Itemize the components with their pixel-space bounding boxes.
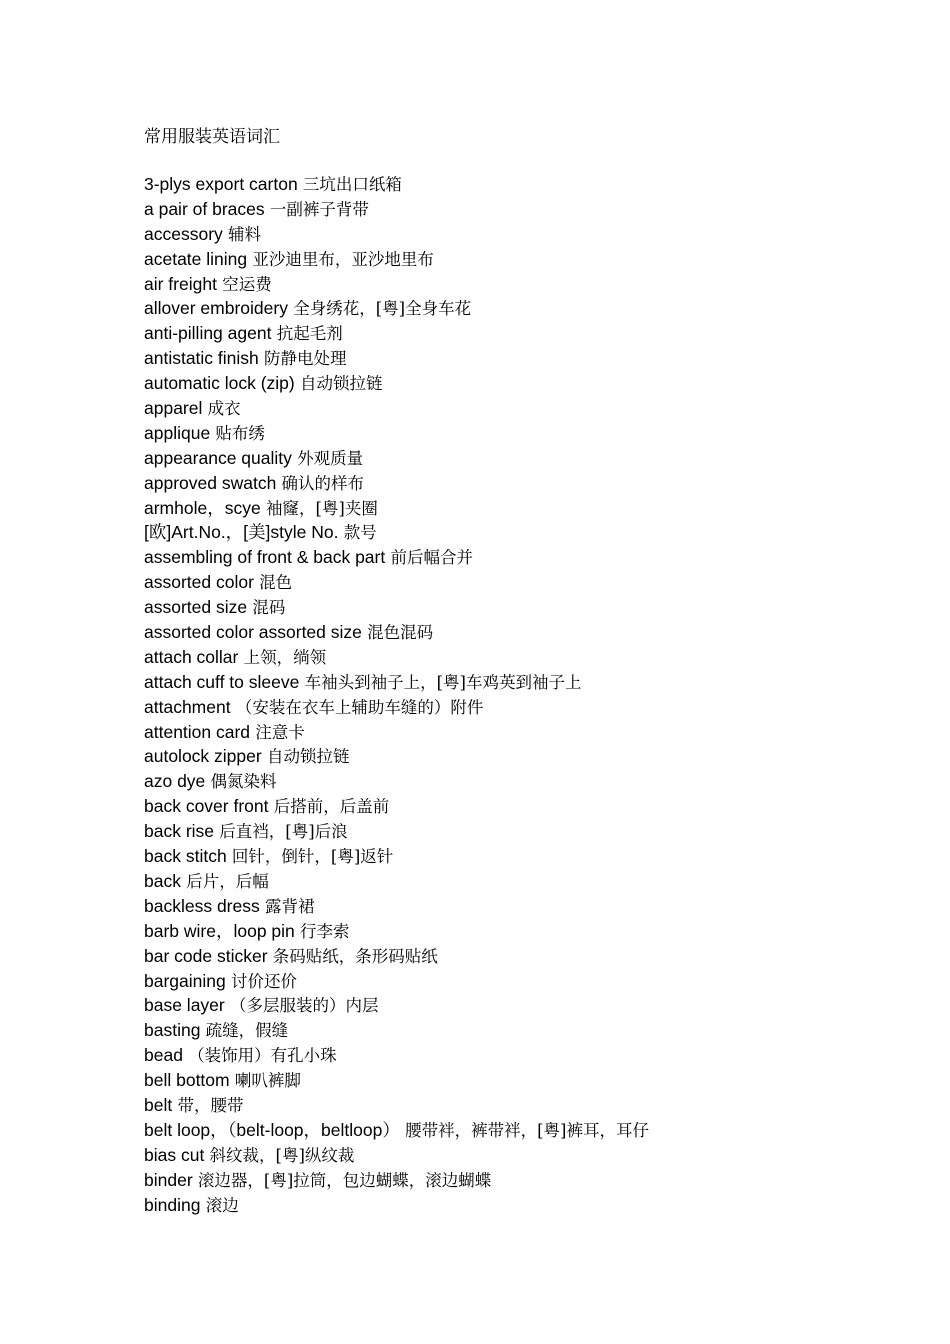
entry-definition: 喇叭裤脚 <box>229 1071 301 1091</box>
entry-term: attachment <box>144 696 231 717</box>
vocabulary-entry <box>144 272 924 297</box>
vocabulary-entry <box>144 172 924 197</box>
entry-definition: 滚边 <box>200 1195 239 1215</box>
entry-definition: （安装在衣车上辅助车缝的）附件 <box>230 697 484 717</box>
entry-term: bargaining <box>144 970 226 991</box>
entry-definition: 回针，倒针，[粤]返针 <box>226 847 394 867</box>
entry-definition: 上领，绱领 <box>238 647 327 667</box>
entry-term: armhole，scye <box>144 497 261 518</box>
entry-term: binding <box>144 1194 201 1215</box>
vocabulary-entry <box>144 1193 924 1218</box>
vocabulary-entry <box>144 570 924 595</box>
entry-term: belt loop，（belt-loop，beltloop） <box>144 1119 400 1140</box>
entry-term: belt <box>144 1094 173 1115</box>
entry-term: air freight <box>144 273 217 294</box>
entry-term: backless dress <box>144 895 260 916</box>
entry-definition: 防静电处理 <box>258 349 347 369</box>
entry-definition: 注意卡 <box>250 722 305 742</box>
entry-term: antistatic finish <box>144 348 259 369</box>
entry-definition: 前后幅合并 <box>385 548 473 568</box>
vocabulary-entry <box>144 944 924 969</box>
vocabulary-entry <box>144 520 924 545</box>
entry-term: [欧]Art.No.，[美]style No. <box>144 522 339 543</box>
vocabulary-entry <box>144 222 924 247</box>
entry-definition: 混色混码 <box>361 623 434 643</box>
vocabulary-list <box>144 172 924 1217</box>
entry-definition: 腰带袢，裤带袢，[粤]裤耳，耳仔 <box>399 1120 649 1140</box>
entry-term: allover embroidery <box>144 298 288 319</box>
entry-definition: 辅料 <box>222 224 262 244</box>
entry-term: back cover front <box>144 796 269 817</box>
vocabulary-entry <box>144 545 924 570</box>
entry-definition: 三坑出口纸箱 <box>297 175 402 194</box>
entry-term: assorted size <box>144 597 248 618</box>
entry-term: appearance quality <box>144 447 292 468</box>
entry-definition: 全身绣花，[粤]全身车花 <box>287 299 472 319</box>
entry-definition: 成衣 <box>202 399 241 419</box>
document-title: 常用服装英语词汇 <box>144 127 280 147</box>
vocabulary-entry <box>144 1143 924 1168</box>
vocabulary-entry <box>144 620 924 645</box>
entry-definition: 讨价还价 <box>225 971 297 991</box>
vocabulary-entry <box>144 1093 924 1118</box>
vocabulary-entry <box>144 894 924 919</box>
entry-definition: 自动锁拉链 <box>294 374 383 394</box>
entry-term: a pair of braces <box>144 198 265 219</box>
entry-definition: 疏缝，假缝 <box>200 1021 289 1041</box>
entry-definition: 空运费 <box>216 274 272 294</box>
entry-term: bar code sticker <box>144 945 268 966</box>
vocabulary-entry <box>144 446 924 471</box>
vocabulary-entry <box>144 396 924 421</box>
vocabulary-entry <box>144 1018 924 1043</box>
vocabulary-entry <box>144 844 924 869</box>
vocabulary-entry <box>144 744 924 769</box>
entry-term: binder <box>144 1169 193 1190</box>
vocabulary-entry <box>144 471 924 496</box>
entry-definition: 一副裤子背带 <box>264 199 369 219</box>
entry-definition: 自动锁拉链 <box>261 747 350 767</box>
vocabulary-entry <box>144 421 924 446</box>
entry-definition: 滚边器，[粤]拉筒，包边蝴蝶，滚边蝴蝶 <box>192 1170 492 1190</box>
vocabulary-entry <box>144 321 924 346</box>
entry-term: accessory <box>144 223 223 244</box>
entry-term: apparel <box>144 398 203 419</box>
vocabulary-entry <box>144 1168 924 1193</box>
entry-term: anti-pilling agent <box>144 323 272 344</box>
vocabulary-entry <box>144 993 924 1018</box>
vocabulary-entry <box>144 296 924 321</box>
entry-definition: 后直裆，[粤]后浪 <box>214 822 348 842</box>
vocabulary-entry <box>144 769 924 794</box>
vocabulary-entry <box>144 670 924 695</box>
entry-definition: 行李索 <box>294 921 350 941</box>
entry-term: 3-plys export carton <box>144 174 298 194</box>
entry-term: basting <box>144 1020 201 1041</box>
entry-definition: 车袖头到袖子上，[粤]车鸡英到袖子上 <box>299 672 582 692</box>
vocabulary-entry <box>144 645 924 670</box>
entry-definition: 外观质量 <box>291 448 364 468</box>
vocabulary-entry <box>144 595 924 620</box>
entry-definition: 混码 <box>247 598 286 618</box>
vocabulary-entry <box>144 1118 924 1143</box>
vocabulary-entry <box>144 247 924 272</box>
vocabulary-entry <box>144 869 924 894</box>
entry-term: bias cut <box>144 1144 205 1165</box>
vocabulary-entry <box>144 1043 924 1068</box>
entry-term: base layer <box>144 995 225 1016</box>
entry-term: applique <box>144 422 211 443</box>
entry-term: attention card <box>144 721 251 742</box>
entry-definition: 条码贴纸，条形码贴纸 <box>267 946 438 966</box>
entry-term: attach cuff to sleeve <box>144 671 300 692</box>
entry-definition: 后搭前，后盖前 <box>268 797 390 817</box>
entry-term: assembling of front & back part <box>144 547 386 568</box>
entry-definition: 混色 <box>253 573 293 593</box>
entry-term: approved swatch <box>144 472 277 493</box>
entry-definition: 确认的样布 <box>276 473 365 493</box>
entry-definition: 斜纹裁，[粤]纵纹裁 <box>204 1145 355 1165</box>
vocabulary-entry <box>144 794 924 819</box>
entry-definition: 袖窿，[粤]夹圈 <box>260 498 378 518</box>
vocabulary-entry <box>144 969 924 994</box>
entry-definition: 偶氮染料 <box>205 772 277 792</box>
vocabulary-entry <box>144 496 924 521</box>
entry-definition: （装饰用）有孔小珠 <box>182 1046 337 1066</box>
entry-term: back rise <box>144 821 215 842</box>
entry-term: back stitch <box>144 846 227 867</box>
entry-definition: （多层服装的）内层 <box>224 996 379 1016</box>
vocabulary-entry <box>144 371 924 396</box>
entry-definition: 款号 <box>338 523 377 543</box>
entry-term: azo dye <box>144 771 206 792</box>
entry-definition: 亚沙迪里布，亚沙地里布 <box>247 249 434 269</box>
entry-definition: 后片，后幅 <box>180 871 269 891</box>
entry-definition: 贴布绣 <box>210 423 265 443</box>
entry-definition: 抗起毛剂 <box>271 324 343 344</box>
entry-definition: 露背裙 <box>259 896 315 916</box>
vocabulary-entry <box>144 819 924 844</box>
entry-term: back <box>144 870 181 891</box>
vocabulary-entry <box>144 1068 924 1093</box>
entry-term: bell bottom <box>144 1070 230 1091</box>
entry-term: bead <box>144 1045 183 1066</box>
entry-term: assorted color assorted size <box>144 622 362 643</box>
entry-term: assorted color <box>144 572 254 593</box>
vocabulary-entry <box>144 197 924 222</box>
entry-term: automatic lock (zip) <box>144 373 295 394</box>
entry-definition: 带，腰带 <box>172 1095 244 1115</box>
vocabulary-entry <box>144 919 924 944</box>
vocabulary-entry <box>144 695 924 720</box>
vocabulary-entry <box>144 720 924 745</box>
vocabulary-entry <box>144 346 924 371</box>
entry-term: autolock zipper <box>144 746 262 767</box>
entry-term: acetate lining <box>144 248 248 269</box>
entry-term: attach collar <box>144 646 239 667</box>
entry-term: barb wire，loop pin <box>144 920 295 941</box>
